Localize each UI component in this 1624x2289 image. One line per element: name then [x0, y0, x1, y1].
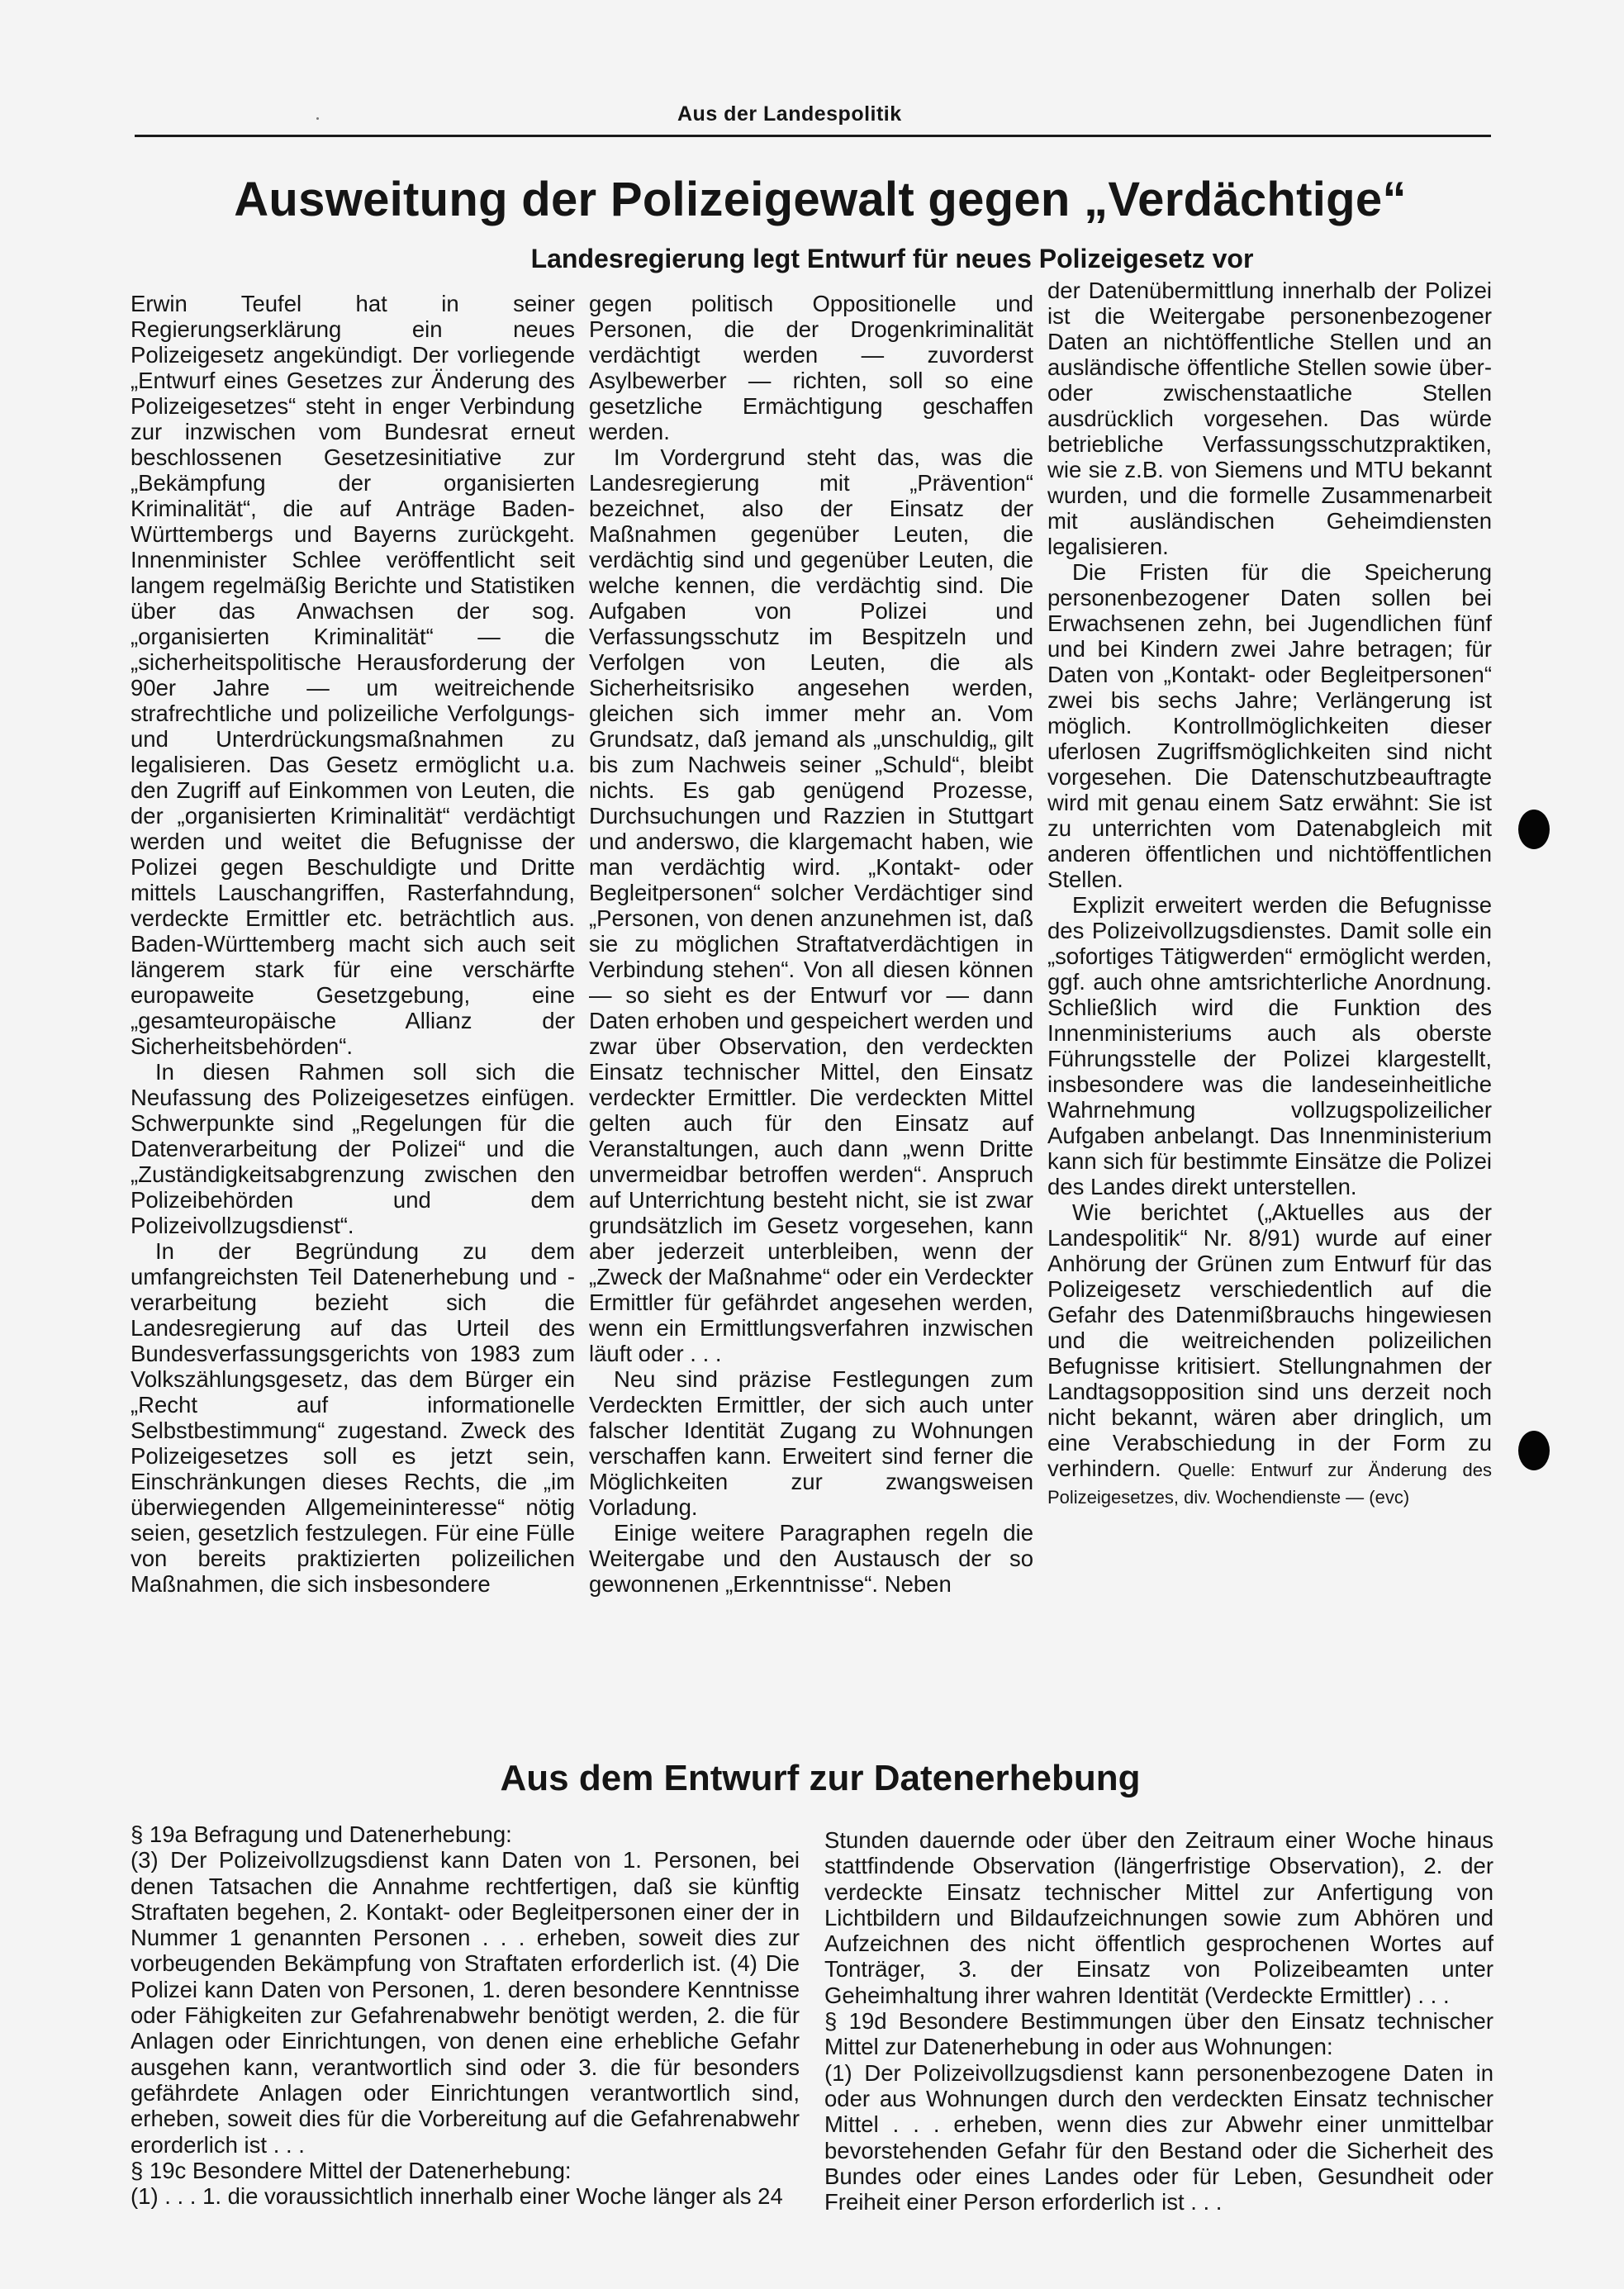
- paragraph: Neu sind präzise Festlegungen zum Verdeckten Ermittler, der sich auch unter falscher Identität Zugang zu Wohnungen verschaffen kann. Erweitert sind ferner die Möglichkeiten zur zwangsweisen Vorladung.: [589, 1366, 1033, 1520]
- box-column-2: [824, 1827, 1493, 2215]
- source-note: Quelle: Entwurf zur Änderung des Polizeigesetzes, div. Wochendienste — (evc): [1047, 1460, 1492, 1508]
- paragraph: In diesen Rahmen soll sich die Neufassung des Polizeigesetzes einfügen. Schwerpunkte sind „Regelungen für die Datenverarbeitung der Polizei“ und die „Zuständigkeitsabgrenzung zwischen den Polizeibehörden und dem Polizeivollzugsdienst“.: [131, 1059, 575, 1238]
- paragraph: [1047, 1199, 1492, 1510]
- box-title: Aus dem Entwurf zur Datenerhebung: [500, 1758, 1141, 1798]
- paragraph: Explizit erweitert werden die Befugnisse des Polizeivollzugsdienstes. Damit solle ein „sofortiges Tätigwerden“ ermöglicht werden, ggf. auch ohne amtsrichterliche Anordnung. Schließlich wird die Funktion des Innenministeriums auch als oberste Führungsstelle der Polizei klargestellt, insbesondere was die landeseinheitliche Wahrnehmung vollzugspolizeilicher Aufgaben anbelangt. Das Innenministerium kann sich für bestimmte Einsätze die Polizei des Landes direkt unterstellen.: [1047, 892, 1492, 1199]
- paragraph: Einige weitere Paragraphen regeln die Weitergabe und den Austausch der so gewonnenen „Erkenntnisse“. Neben: [589, 1520, 1033, 1597]
- paragraph: In der Begründung zu dem umfangreichsten Teil Datenerhebung und -verarbeitung bezieht sich die Landesregierung auf das Urteil des Bundesverfassungsgerichts von 1983 zum Volkszählungsgesetz, das dem Bürger ein „Recht auf informationelle Selbstbestimmung“ zugestand. Zweck des Polizeigesetzes soll es jetzt sein, Einschränkungen dieses Rechts, die „im überwiegenden Allgemeininteresse“ nötig seien, gesetzlich festzulegen. Für eine Fülle von bereits praktizierten polizeilichen Maßnahmen, die sich insbesondere: [131, 1238, 575, 1597]
- paragraph: Erwin Teufel hat in seiner Regierungserklärung ein neues Polizeigesetz angekündigt. Der vorliegende „Entwurf eines Gesetzes zur Änderung des Polizeigesetzes“ steht in enger Verbindung zur inzwischen vom Bundesrat erneut beschlossenen Gesetzesinitiative zur „Bekämpfung der organisierten Kriminalität“, die auf Anträge Baden-Württembergs und Bayerns zurückgeht. Innenminister Schlee veröffentlicht seit langem regelmäßig Berichte und Statistiken über das Anwachsen der sog. „organisierten Kriminalität“ — die „sicherheitspolitische Herausforderung der 90er Jahre — um weitreichende strafrechtliche und polizeiliche Verfolgungs- und Unterdrückungsmaßnahmen zu legalisieren. Das Gesetz ermöglicht u.a. den Zugriff auf Einkommen von Leuten, die der „organisierten Kriminalität“ verdächtigt werden und weitet die Befugnisse der Polizei gegen Beschuldigte und Dritte mittels Lauschangriffen, Rasterfahndung, verdeckte Ermittler etc. beträchtlich aus. Baden-Württemberg macht sich auch seit längerem stark für eine verschärfte europaweite Gesetzgebung, eine „gesamteuropäische Allianz der Sicherheitsbehörden“.: [131, 291, 575, 1059]
- paragraph-text: Wie berichtet („Aktuelles aus der Landespolitik“ Nr. 8/91) wurde auf einer Anhörung der Grünen zum Entwurf für das Polizeigesetz verschiedentlich auf die Gefahr des Datenmißbrauchs hingewiesen und die weitreichenden polizeilichen Befugnisse kritisiert. Stellungnahmen der Landtagsopposition sind uns derzeit noch nicht bekannt, wären aber dringlich, um eine Verabschiedung in der Form zu verhindern.: [1047, 1199, 1492, 1481]
- paragraph: Im Vordergrund steht das, was die Landesregierung mit „Prävention“ bezeichnet, also der Einsatz der Maßnahmen gegenüber Leuten, die verdächtig sind und gegenüber Leuten, die welche kennen, die verdächtig sind. Die Aufgaben von Polizei und Verfassungsschutz im Bespitzeln und Verfolgen von Leuten, die als Sicherheitsrisiko angesehen werden, gleichen sich immer mehr an. Vom Grundsatz, daß jemand als „unschuldig„ gilt bis zum Nachweis seiner „Schuld“, bleibt nichts. Es gab genügend Prozesse, Durchsuchungen und Razzien in Stuttgart und anderswo, die klargemacht haben, wie man verdächtig wird. „Kontakt- oder Begleitpersonen“ solcher Verdächtiger sind „Personen, von denen anzunehmen ist, daß sie zu möglichen Straftatverdächtigen in Verbindung stehen“. Von all diesen können — so sieht es der Entwurf vor — dann Daten erhoben und gespeichert werden und zwar über Observation, den verdeckten Einsatz technischer Mittel, den Einsatz verdeckter Ermittler. Die verdeckten Mittel gelten auch für den Einsatz auf Veranstaltungen, auch dann „wenn Dritte unvermeidbar betroffen werden“. Anspruch auf Unterrichtung besteht nicht, sie ist zwar grundsätzlich im Gesetz vorgesehen, kann aber jederzeit unterbleiben, wenn der „Zweck der Maßnahme“ oder ein Verdeckter Ermittler für gefährdet angesehen werden, wenn ein Ermittlungsverfahren inzwischen läuft oder . . .: [589, 444, 1033, 1366]
- box-paragraph: § 19a Befragung und Datenerhebung:: [131, 1821, 512, 1847]
- paragraph: Die Fristen für die Speicherung personenbezogener Daten sollen bei Erwachsenen zehn, bei Jugendlichen fünf und bei Kindern zwei Jahre betragen; für Daten von „Kontakt- oder Begleitpersonen“ zwei bis sechs Jahre; Verlängerung ist möglich. Kontrollmöglichkeiten dieser uferlosen Zugriffsmöglichkeiten sind nicht vorgesehen. Die Datenschutzbeauftragte wird mit genau einem Satz erwähnt: Sie ist zu unterrichten vom Datenabgleich mit anderen öffentlichen und nichtöffentlichen Stellen.: [1047, 559, 1492, 892]
- paragraph: der Datenübermittlung innerhalb der Polizei ist die Weitergabe personenbezogener Daten an nichtöffentliche Stellen und an ausländische öffentliche Stellen sowie über- oder zwischenstaatliche Stellen ausdrücklich vorgesehen. Das würde betriebliche Verfassungsschutzpraktiken, wie sie z.B. von Siemens und MTU bekannt wurden, und die formelle Zusammenarbeit mit ausländischen Geheimdiensten legalisieren.: [1047, 278, 1492, 559]
- section-label: Aus der Landespolitik: [677, 102, 902, 126]
- punch-hole: [1518, 810, 1550, 849]
- subheadline: Landesregierung legt Entwurf für neues Polizeigesetz vor: [530, 244, 1254, 273]
- header-rule: [135, 135, 1491, 137]
- box-paragraph: (3) Der Polizeivollzugsdienst kann Daten von 1. Personen, bei denen Tatsachen die Annahme rechtfertigen, daß sie künftig Straftaten begehen, 2. Kontakt- oder Begleitpersonen einer der in Nummer 1 genannten Personen . . . erheben, soweit dies zur vorbeugenden Bekämpfung von Straftaten erforderlich ist. (4) Die Polizei kann Daten von Personen, 1. deren besondere Kenntnisse oder Fähigkeiten zur Gefahrenabwehr benötigt werden, 2. die für Anlagen oder Einrichtungen, von denen eine erhebliche Gefahr ausgehen kann, verantwortlich sind oder 3. die für besonders gefährdete Anlagen oder Einrichtungen verantwortlich sind, erheben, soweit dies für die Vorbereitung auf die Gefahrenabwehr erorderlich ist . . .: [131, 1847, 800, 2158]
- box-column-1: [131, 1821, 800, 2209]
- box-paragraph: § 19d Besondere Bestimmungen über den Einsatz technischer Mittel zur Datenerhebung in oder aus Wohnungen:: [824, 2008, 1493, 2060]
- paragraph: gegen politisch Oppositionelle und Personen, die der Drogenkriminalität verdächtigt werden — zuvorderst Asylbewerber — richten, soll so eine gesetzliche Ermächtigung geschaffen werden.: [589, 291, 1033, 444]
- article-column-1: [131, 291, 575, 1597]
- headline: Ausweitung der Polizeigewalt gegen „Verdächtige“: [234, 173, 1407, 226]
- punch-hole: [1518, 1431, 1550, 1470]
- article-column-3: [1047, 278, 1492, 1510]
- print-speck: [316, 117, 319, 120]
- box-paragraph: (1) . . . 1. die voraussichtlich innerhalb einer Woche länger als 24: [131, 2183, 783, 2210]
- box-paragraph: Stunden dauernde oder über den Zeitraum einer Woche hinaus stattfindende Observation (längerfristige Observation), 2. der verdeckte Einsatz technischer Mittel zur Anfertigung von Lichtbildern und Bildaufzeichnungen sowie zum Abhören und Aufzeichnen des nicht öffentlich gesprochenen Wortes auf Tonträger, 3. der Einsatz von Polizeibeamten unter Geheimhaltung ihrer wahren Identität (Verdeckte Ermittler) . . .: [824, 1827, 1493, 2008]
- article-column-2: [589, 291, 1033, 1597]
- box-paragraph: (1) Der Polizeivollzugsdienst kann personenbezogene Daten in oder aus Wohnungen durch den verdeckten Einsatz technischer Mittel . . . erheben, wenn dies zur Abwehr einer unmittelbar bevorstehenden Gefahr für den Bestand oder die Sicherheit des Bundes oder eines Landes oder für Leben, Gesundheit oder Freiheit einer Person erforderlich ist . . .: [824, 2059, 1493, 2215]
- box-paragraph: § 19c Besondere Mittel der Datenerhebung:: [131, 2157, 572, 2183]
